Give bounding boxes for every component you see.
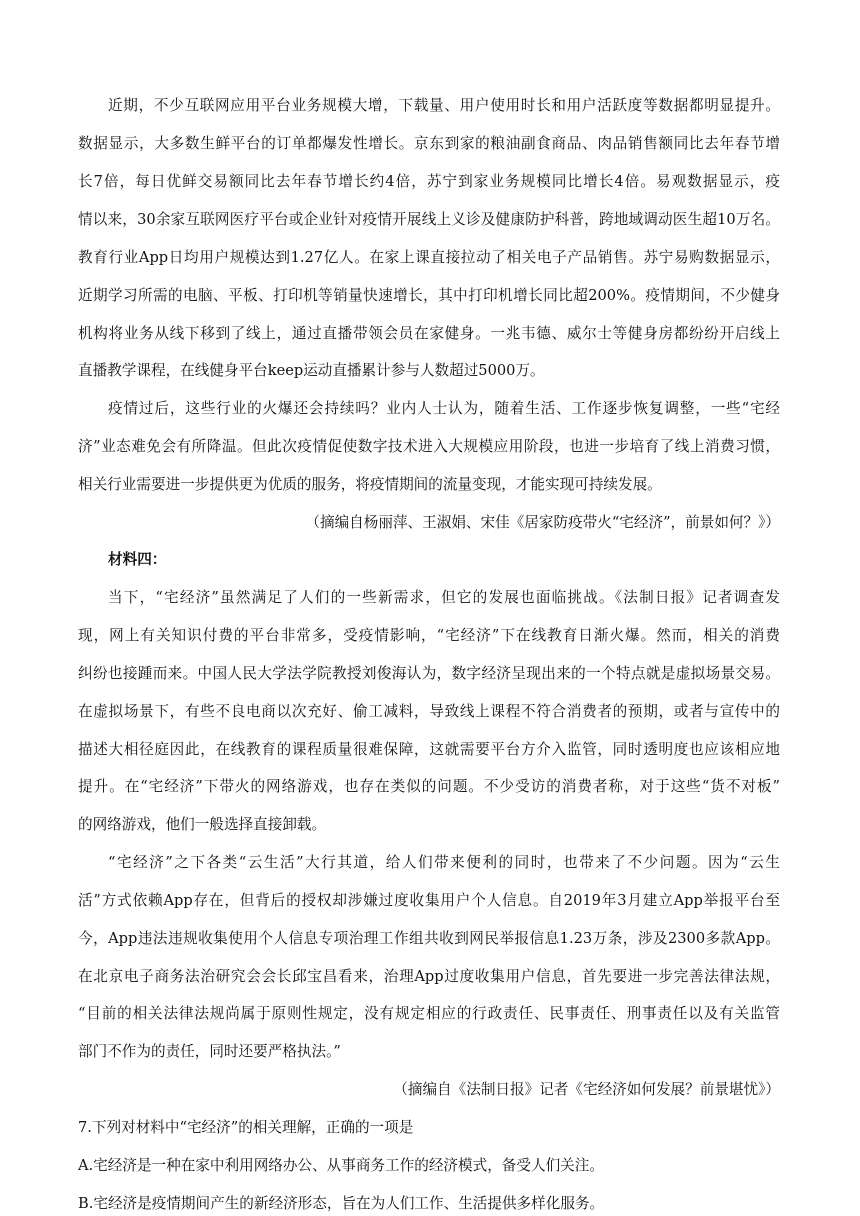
text-line: 近期，不少互联网应用平台业务规模大增，下载量、用户使用时长和用户活跃度等数据都明显提升。 xyxy=(108,97,780,114)
section-heading: 材料四： xyxy=(108,551,167,568)
text-line: 济”业态难免会有所降温。但此次疫情促使数字技术进入大规模应用阶段，也进一步培育了线上消费习惯， xyxy=(78,438,780,455)
text-line: 部门不作为的责任，同时还要严格执法。” xyxy=(78,1043,341,1060)
text-line: 疫情过后，这些行业的火爆还会持续吗？业内人士认为，随着生活、工作逐步恢复调整，一些“宅经 xyxy=(108,400,780,417)
text-line: 7.下列对材料中“宅经济”的相关理解，正确的一项是 xyxy=(78,1119,414,1136)
text-line: 教育行业App日均用户规模达到1.27亿人。在家上课直接拉动了相关电子产品销售。苏宁易购数据显示， xyxy=(78,249,780,266)
text-line: B.宅经济是疫情期间产生的新经济形态，旨在为人们工作、生活提供多样化服务。 xyxy=(78,1195,605,1212)
text-line: 当下，“宅经济”虽然满足了人们的一些新需求，但它的发展也面临挑战。《法制日报》记者调查发 xyxy=(108,589,780,606)
text-line: 提升。在“宅经济”下带火的网络游戏，也存在类似的问题。不少受访的消费者称，对于这些“货不对板” xyxy=(78,778,780,795)
text-line: 直播教学课程，在线健身平台keep运动直播累计参与人数超过5000万。 xyxy=(78,362,545,379)
text-line: 长7倍，每日优鲜交易额同比去年春节增长约4倍，苏宁到家业务规模同比增长4倍。易观数据显示，疫 xyxy=(78,173,780,190)
text-line: “宅经济”之下各类“云生活”大行其道，给人们带来便利的同时，也带来了不少问题。因为“云生 xyxy=(108,854,780,871)
text-line: A.宅经济是一种在家中利用网络办公、从事商务工作的经济模式，备受人们关注。 xyxy=(78,1157,604,1174)
source-citation: （摘编自杨丽萍、王淑娟、宋佳《居家防疫带火“宅经济”，前景如何？》） xyxy=(305,514,780,531)
text-line: 情以来，30余家互联网医疗平台或企业针对疫情开展线上义诊及健康防护科普，跨地域调动医生超10万名。 xyxy=(78,211,780,228)
text-line: “目前的相关法律法规尚属于原则性规定，没有规定相应的行政责任、民事责任、刑事责任以及有关监管 xyxy=(78,1005,780,1022)
text-line: 描述大相径庭因此，在线教育的课程质量很难保障，这就需要平台方介入监管，同时透明度也应该相应地 xyxy=(78,741,780,758)
text-line: 纠纷也接踵而来。中国人民大学法学院教授刘俊海认为，数字经济呈现出来的一个特点就是虚拟场景交易。 xyxy=(78,665,780,682)
text-line: 的网络游戏，他们一般选择直接卸载。 xyxy=(78,816,327,833)
text-line: 近期学习所需的电脑、平板、打印机等销量快速增长，其中打印机增长同比超200%。疫情期间，不少健身 xyxy=(78,287,780,304)
text-line: 相关行业需要进一步提供更为优质的服务，将疫情期间的流量变现，才能实现可持续发展。 xyxy=(78,476,662,493)
text-line: 今，App违法违规收集使用个人信息专项治理工作组共收到网民举报信息1.23万条，涉及2300多款App。 xyxy=(78,930,780,947)
text-line: 现，网上有关知识付费的平台非常多，受疫情影响，“宅经济”下在线教育日渐火爆。然而，相关的消费 xyxy=(78,627,780,644)
text-line: 在虚拟场景下，有些不良电商以次充好、偷工减料，导致线上课程不符合消费者的预期，或者与宣传中的 xyxy=(78,703,780,720)
text-line: 在北京电子商务法治研究会会长邱宝昌看来，治理App过度收集用户信息，首先要进一步完善法律法规， xyxy=(78,968,780,985)
text-line: 活”方式依赖App存在，但背后的授权却涉嫌过度收集用户个人信息。自2019年3月建立App举报平台至 xyxy=(78,892,780,909)
source-citation: （摘编自《法制日报》记者《宅经济如何发展？前景堪忧》） xyxy=(393,1081,780,1098)
text-line: 机构将业务从线下移到了线上，通过直播带领会员在家健身。一兆韦德、威尔士等健身房都纷纷开启线上 xyxy=(78,325,780,342)
text-line: 数据显示，大多数生鲜平台的订单都爆发性增长。京东到家的粮油副食商品、肉品销售额同比去年春节增 xyxy=(78,135,780,152)
